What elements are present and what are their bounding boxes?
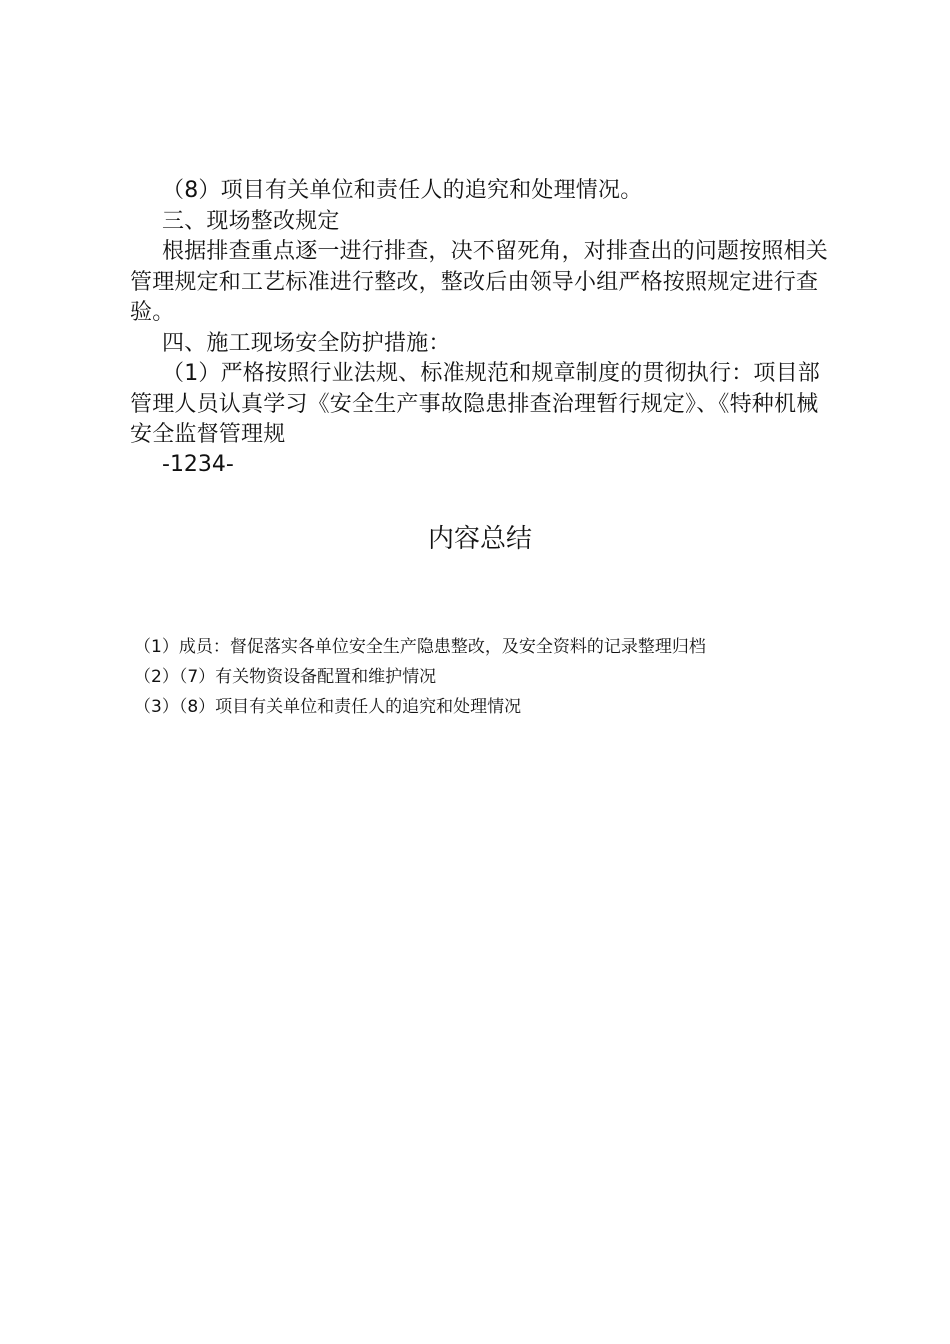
summary-item: （1）成员：督促落实各单位安全生产隐患整改，及安全资料的记录整理归档 [134, 637, 706, 657]
paragraph-item-1: （1）严格按照行业法规、标准规范和规章制度的贯彻执行：项目部管理人员认真学习《安全生产事故隐患排查治理暂行规定》、《特种机械安全监督管理规 [130, 361, 820, 447]
paragraph-item-8: （8）项目有关单位和责任人的追究和处理情况。 [162, 178, 643, 203]
section-heading-safety-measures: 四、施工现场安全防护措施： [162, 330, 451, 356]
summary-item: （2）（7）有关物资设备配置和维护情况 [134, 667, 437, 687]
summary-item: （3）（8）项目有关单位和责任人的追究和处理情况 [134, 697, 522, 717]
document-body [130, 176, 830, 451]
paragraph-inspection: 根据排查重点逐一进行排查，决不留死角，对排查出的问题按照相关管理规定和工艺标准进行整改，整改后由领导小组严格按照规定进行查验。 [130, 239, 829, 325]
section-heading-rectification: 三、现场整改规定 [162, 208, 340, 234]
page-number: -1234- [162, 452, 234, 477]
summary-title: 内容总结 [427, 524, 532, 554]
summary-list [134, 632, 854, 722]
